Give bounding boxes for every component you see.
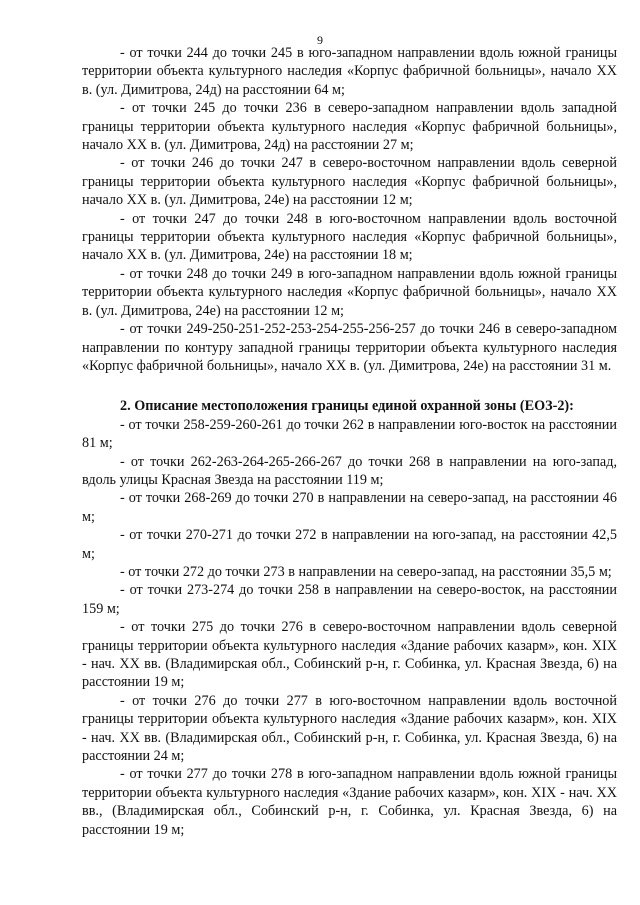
page-number: 9 [317, 33, 323, 47]
boundary-paragraph: - от точки 277 до точки 278 в юго-западном направлении вдоль южной границы территории объекта культурного наследия «Здание рабочих казарм», кон. XIX - нач. XX вв., (Владимирская обл., Собинский р-н, г. Собинка, ул. Красная Звезда, 6) на расстоянии 19 м; [82, 766, 617, 838]
boundary-paragraph: - от точки 258-259-260-261 до точки 262 в направлении юго-восток на расстоянии 81 м; [82, 416, 617, 452]
boundary-paragraph: - от точки 272 до точки 273 в направлении на северо-запад, на расстоянии 35,5 м; [120, 563, 612, 580]
boundary-paragraph: - от точки 268-269 до точки 270 в направлении на северо-запад, на расстоянии 46 м; [82, 490, 617, 525]
boundary-paragraph: - от точки 262-263-264-265-266-267 до точки 268 в направлении на юго-запад, вдоль улицы Красная Звезда на расстоянии 119 м; [82, 453, 617, 488]
boundary-paragraph: - от точки 273-274 до точки 258 в направлении на северо-восток, на расстоянии 159 м; [82, 582, 617, 617]
boundary-paragraph: - от точки 248 до точки 249 в юго-западном направлении вдоль южной границы территории объекта культурного наследия «Корпус фабричной больницы», начало XX в. (ул. Димитрова, 24е) на расстоянии 12 м; [82, 265, 617, 319]
boundary-paragraph: - от точки 244 до точки 245 в юго-западном направлении вдоль южной границы территории объекта культурного наследия «Корпус фабричной больницы», начало XX в. (ул. Димитрова, 24д) на расстоянии 64 м; [82, 45, 617, 98]
boundary-paragraph: - от точки 246 до точки 247 в северо-восточном направлении вдоль северной границы территории объекта культурного наследия «Корпус фабричной больницы», начало XX в. (ул. Димитрова, 24е) на расстоянии 12 м; [82, 155, 617, 209]
section-heading: 2. Описание местоположения границы единой охранной зоны (ЕОЗ-2): [120, 398, 574, 415]
boundary-paragraph: - от точки 245 до точки 236 в северо-западном направлении вдоль западной границы территории объекта культурного наследия «Корпус фабричной больницы», начало XX в. (ул. Димитрова, 24д) на расстоянии 27 м; [82, 100, 617, 154]
boundary-paragraph: - от точки 275 до точки 276 в северо-восточном направлении вдоль северной границы территории объекта культурного наследия «Здание рабочих казарм», кон. XIX - нач. XX вв. (Владимирская обл., Собинский р-н, г. Собинка, ул. Красная Звезда, 6) на расстоянии 19 м; [82, 619, 617, 691]
boundary-paragraph: - от точки 247 до точки 248 в юго-восточном направлении вдоль восточной границы территории объекта культурного наследия «Корпус фабричной больницы», начало XX в. (ул. Димитрова, 24е) на расстоянии 18 м; [82, 210, 617, 264]
document-body [82, 44, 617, 839]
boundary-paragraph: - от точки 270-271 до точки 272 в направлении на юго-запад, на расстоянии 42,5 м; [82, 527, 617, 562]
boundary-paragraph: - от точки 249-250-251-252-253-254-255-256-257 до точки 246 в северо-западном направлении по контуру западной границы территории объекта культурного наследия «Корпус фабричной больницы», начало XX в. (ул. Димитрова, 24е) на расстоянии 31 м. [82, 321, 617, 374]
boundary-paragraph: - от точки 276 до точки 277 в юго-восточном направлении вдоль восточной границы территории объекта культурного наследия «Здание рабочих казарм», кон. XIX - нач. XX вв. (Владимирская обл., Собинский р-н, г. Собинка, ул. Красная Звезда, 6) на расстоянии 24 м; [82, 692, 617, 765]
